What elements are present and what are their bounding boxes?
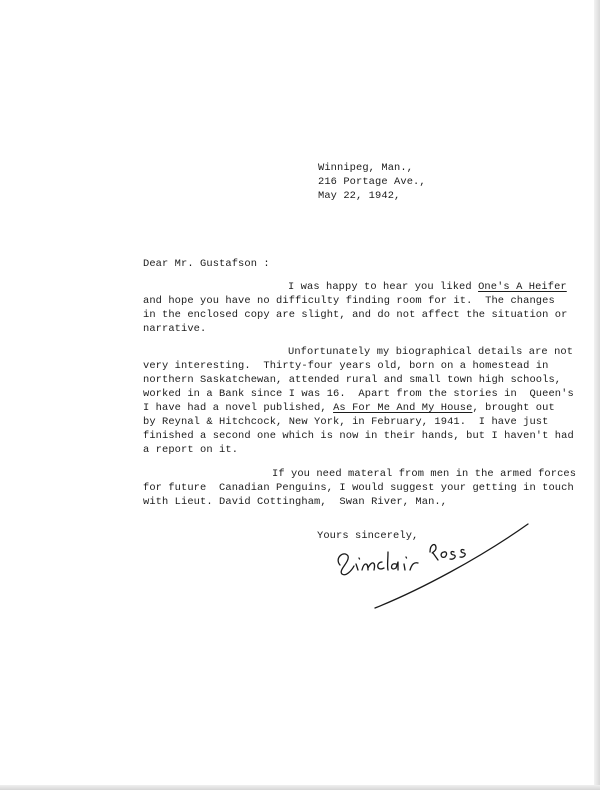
- paragraph1-line1-text: I was happy to hear you liked: [288, 281, 479, 293]
- paragraph2-line1: Unfortunately my biographical details are not: [288, 346, 574, 358]
- paper-edge-right: [594, 0, 600, 790]
- paragraph2-line5: [143, 401, 555, 415]
- signature: [330, 520, 540, 615]
- salutation: Dear Mr. Gustafson :: [143, 258, 270, 270]
- paragraph2-line2: very interesting. Thirty-four years old, born on a homestead in: [143, 360, 549, 372]
- closing: Yours sincerely,: [317, 530, 419, 542]
- paragraph1-line3: in the enclosed copy are slight, and do not affect the situation or: [143, 309, 568, 321]
- novel-title: As For Me And My House: [333, 402, 473, 414]
- paragraph1-line1: [288, 280, 567, 294]
- sender-city: Winnipeg, Man.,: [318, 162, 414, 174]
- paragraph1-line2: and hope you have no difficulty finding room for it. The changes: [143, 295, 555, 307]
- paragraph1-line4: narrative.: [143, 323, 207, 335]
- sender-street: 216 Portage Ave.,: [318, 176, 426, 188]
- paragraph2-line7: finished a second one which is now in their hands, but I haven't had: [143, 430, 574, 442]
- paragraph2-line5-end: , brought out: [472, 402, 555, 414]
- letter-date: May 22, 1942,: [318, 190, 401, 202]
- paragraph2-line3: northern Saskatchewan, attended rural and small town high schools,: [143, 374, 562, 386]
- paragraph3-line2: for future Canadian Penguins, I would suggest your getting in touch: [143, 482, 574, 494]
- paragraph3-line3: with Lieut. David Cottingham, Swan River, Man.,: [143, 496, 448, 508]
- paragraph3-line1: If you need materal from men in the armed forces: [272, 468, 577, 480]
- paragraph2-line5-text: I have had a novel published,: [143, 402, 334, 414]
- paragraph2-line6: by Reynal & Hitchcock, New York, in February, 1941. I have just: [143, 416, 549, 428]
- paragraph2-line4: worked in a Bank since I was 16. Apart from the stories in Queen's: [143, 388, 574, 400]
- story-title: One's A Heifer: [478, 281, 567, 293]
- paper-edge-bottom: [0, 785, 600, 790]
- paragraph2-line8: a report on it.: [143, 444, 239, 456]
